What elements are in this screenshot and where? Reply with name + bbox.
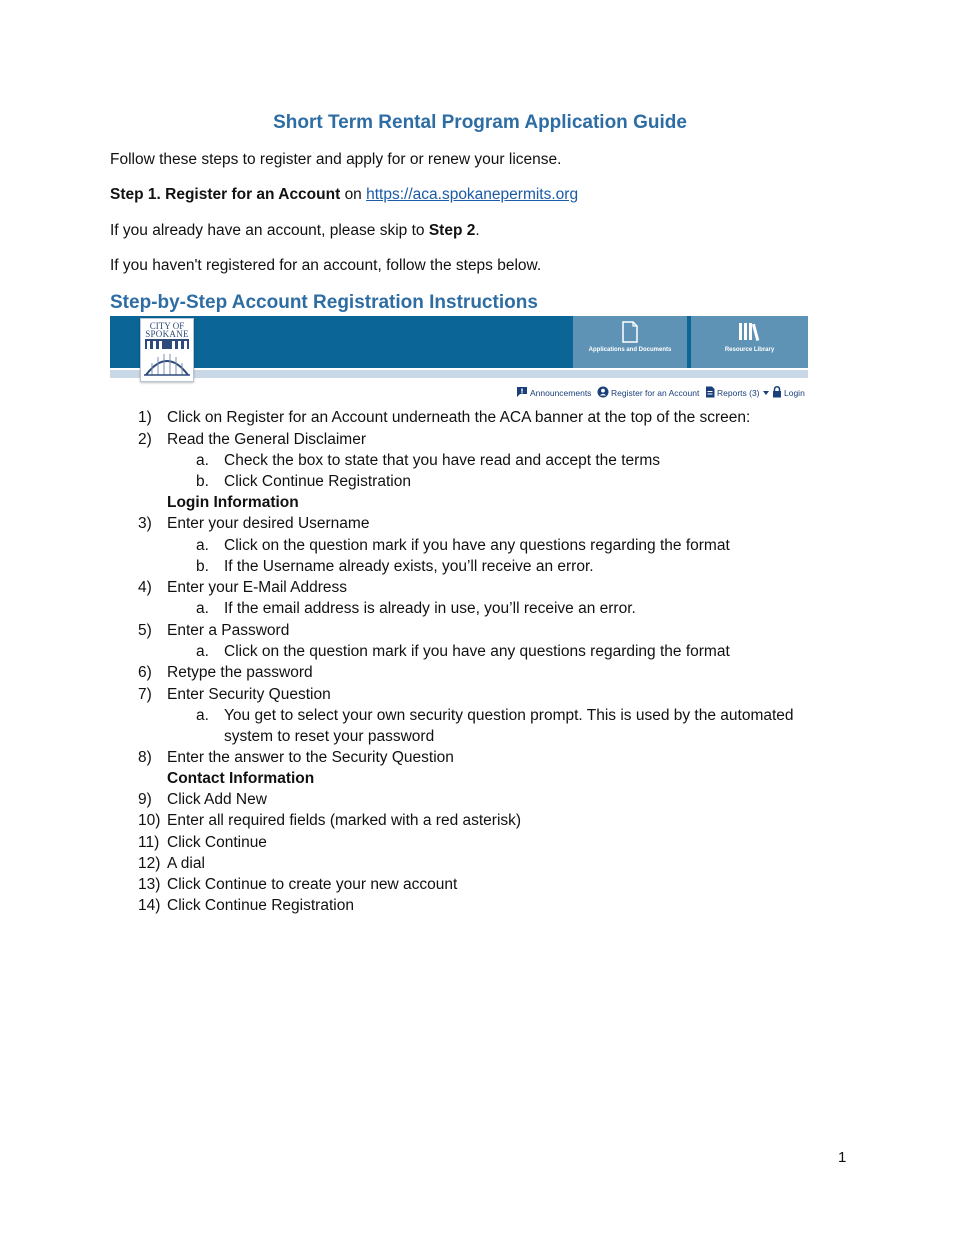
step1-on: on bbox=[344, 186, 362, 203]
document-icon bbox=[621, 321, 639, 343]
step1-line bbox=[110, 186, 578, 204]
reports-menu[interactable] bbox=[705, 386, 772, 398]
not-registered-line: If you haven't registered for an account, follow the steps below. bbox=[110, 257, 542, 274]
report-icon bbox=[705, 386, 715, 398]
books-icon bbox=[738, 321, 762, 341]
announcement-icon bbox=[516, 386, 528, 398]
already-suffix: . bbox=[475, 222, 480, 239]
user-circle-icon bbox=[597, 386, 609, 398]
step2-reference: Step 2 bbox=[428, 222, 476, 239]
step1-label: Step 1. Register for an Account bbox=[110, 186, 341, 203]
register-account-label: Register for an Account bbox=[611, 388, 700, 398]
section-heading: Step-by-Step Account Registration Instructions bbox=[110, 292, 538, 313]
login-label: Login bbox=[784, 388, 805, 398]
contact-information-heading: Contact Information bbox=[167, 770, 315, 787]
login-link[interactable] bbox=[772, 386, 805, 398]
reports-label: Reports (3) bbox=[717, 388, 760, 398]
tile-applications-label: Applications and Documents bbox=[588, 347, 672, 353]
login-information-heading: Login Information bbox=[167, 494, 299, 511]
document-page: Short Term Rental Program Application Guide Follow these steps to register and apply for or renew your license. Step 1. Register for an Account on https://aca.spokanepermits.org If you already have an account, please skip to Step 2. If you haven't registered for an account, follow the steps below. Step-by-Step Account Registration Instructions CITY OF SPOKANE Applications and Documents Resource Library Announcements Register for an Account Reports (3) Login 1) Click on Register for an Account underneath the ACA banner at the top of the screen: 2) Read the General Disclaimer a. Check the box to state that you have read and accept the terms b. Click Continue Registration Login Information 3) Enter your desired Username a. Click on the question mark if you have any questions regarding the format b. If the Username already exists, you’ll receive an error. 4) Enter your E-Mail Address a. If the email address is already in use, you’ll receive an error. 5) Enter a Password a. Click on the question mark if you have any questions regarding the format 6) Retype the password 7) Enter Security Question a. You get to select your own security question prompt. This is used by the automated system to reset your password 8) Enter the answer to the Security Question Contact Information 9) Click Add New 10) Enter all required fields (marked with a red asterisk) 11) Click Continue 12) A dial 13) Click Continue to create your new account 14) Click Continue Registration 1 bbox=[0, 0, 960, 1241]
aca-link[interactable]: https://aca.spokanepermits.org bbox=[366, 186, 579, 203]
announcements-label: Announcements bbox=[530, 388, 592, 398]
chevron-down-icon bbox=[762, 390, 770, 396]
banner-strip bbox=[110, 370, 808, 378]
aca-subnav bbox=[514, 386, 810, 404]
spokane-logo bbox=[140, 318, 194, 382]
resource-library-tile[interactable] bbox=[691, 316, 808, 368]
logo-spokane: SPOKANE bbox=[145, 329, 189, 339]
tile-resource-label: Resource Library bbox=[724, 347, 775, 353]
applications-documents-tile[interactable] bbox=[573, 316, 687, 368]
register-account-link[interactable] bbox=[597, 386, 699, 398]
aca-banner bbox=[110, 316, 808, 382]
intro-text: Follow these steps to register and apply for or renew your license. bbox=[110, 151, 562, 168]
announcements-link[interactable] bbox=[516, 386, 591, 398]
lock-icon bbox=[772, 386, 782, 398]
page-number: 1 bbox=[838, 1149, 847, 1166]
already-account-line bbox=[110, 222, 480, 240]
logo-city-of: CITY OF bbox=[149, 321, 185, 331]
page-title: Short Term Rental Program Application Guide bbox=[273, 112, 687, 133]
bridge-logo-icon bbox=[144, 339, 190, 377]
already-prefix: If you already have an account, please skip to bbox=[110, 222, 425, 239]
